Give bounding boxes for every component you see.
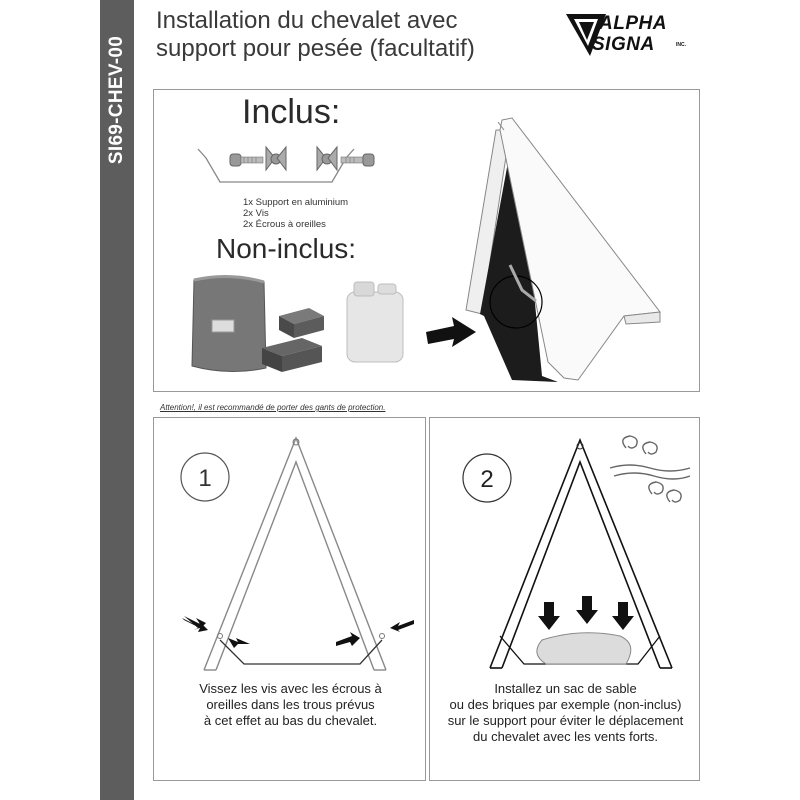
document-code: SI69-CHEV-00: [106, 35, 127, 165]
caption-line: sur le support pour éviter le déplacement: [447, 713, 684, 728]
step-1-panel: [153, 417, 426, 781]
sandbag-icon: [537, 633, 631, 664]
step-number: 2: [480, 466, 494, 493]
easel-frame-icon: [204, 438, 386, 670]
caption-line: Installez un sac de sable: [494, 681, 637, 696]
contents-panel: [153, 89, 700, 392]
safety-warning: Attention!, il est recommandé de porter des gants de protection.: [160, 403, 386, 412]
arrow-icon: [336, 632, 360, 646]
screw-icon: [341, 154, 374, 166]
alpha-signa-logo: [566, 12, 690, 60]
included-heading: Inclus:: [242, 93, 341, 131]
step-2-caption: [430, 681, 701, 745]
caption-line: oreilles dans les trous prévus: [206, 697, 375, 712]
step-1-caption: [154, 681, 427, 729]
sandbag-icon: [192, 276, 266, 371]
title-line-1: Installation du chevalet avec: [156, 7, 458, 34]
page-title: [156, 7, 556, 63]
step-number: 1: [198, 465, 212, 492]
water-jug-icon: [347, 282, 403, 362]
caption-line: du chevalet avec les vents forts.: [473, 729, 658, 744]
arrow-down-icon: [538, 602, 560, 630]
caption-line: à cet effet au bas du chevalet.: [203, 713, 378, 728]
included-item: 1x Support en aluminium: [243, 197, 349, 208]
arrow-down-icon: [576, 596, 598, 624]
arrow-right-icon: [426, 317, 476, 347]
arrow-icon: [390, 620, 414, 632]
step-2-panel: [429, 417, 700, 781]
logo-suffix: INC.: [676, 42, 686, 48]
arrow-down-icon: [612, 602, 634, 630]
bricks-icon: [262, 308, 324, 372]
caption-line: ou des briques par exemple (non-inclus): [449, 697, 682, 712]
included-item: 2x Vis: [243, 208, 269, 219]
not-included-heading: Non-inclus:: [216, 233, 357, 264]
included-items-list: [243, 197, 348, 230]
caption-line: Vissez les vis avec les écrous à: [199, 681, 382, 696]
title-line-2: support pour pesée (facultatif): [156, 35, 475, 62]
arrow-icon: [228, 638, 250, 648]
wing-nut-icon: [266, 147, 286, 170]
screw-icon: [230, 154, 263, 166]
logo-word-2: SIGNA: [592, 34, 655, 55]
logo-word-1: ALPHA: [599, 13, 667, 34]
wind-icon: [610, 436, 690, 502]
included-item: 2x Écrous à oreilles: [243, 219, 326, 230]
a-frame-sign-illustration: [466, 118, 660, 382]
wing-nut-icon: [317, 147, 337, 170]
